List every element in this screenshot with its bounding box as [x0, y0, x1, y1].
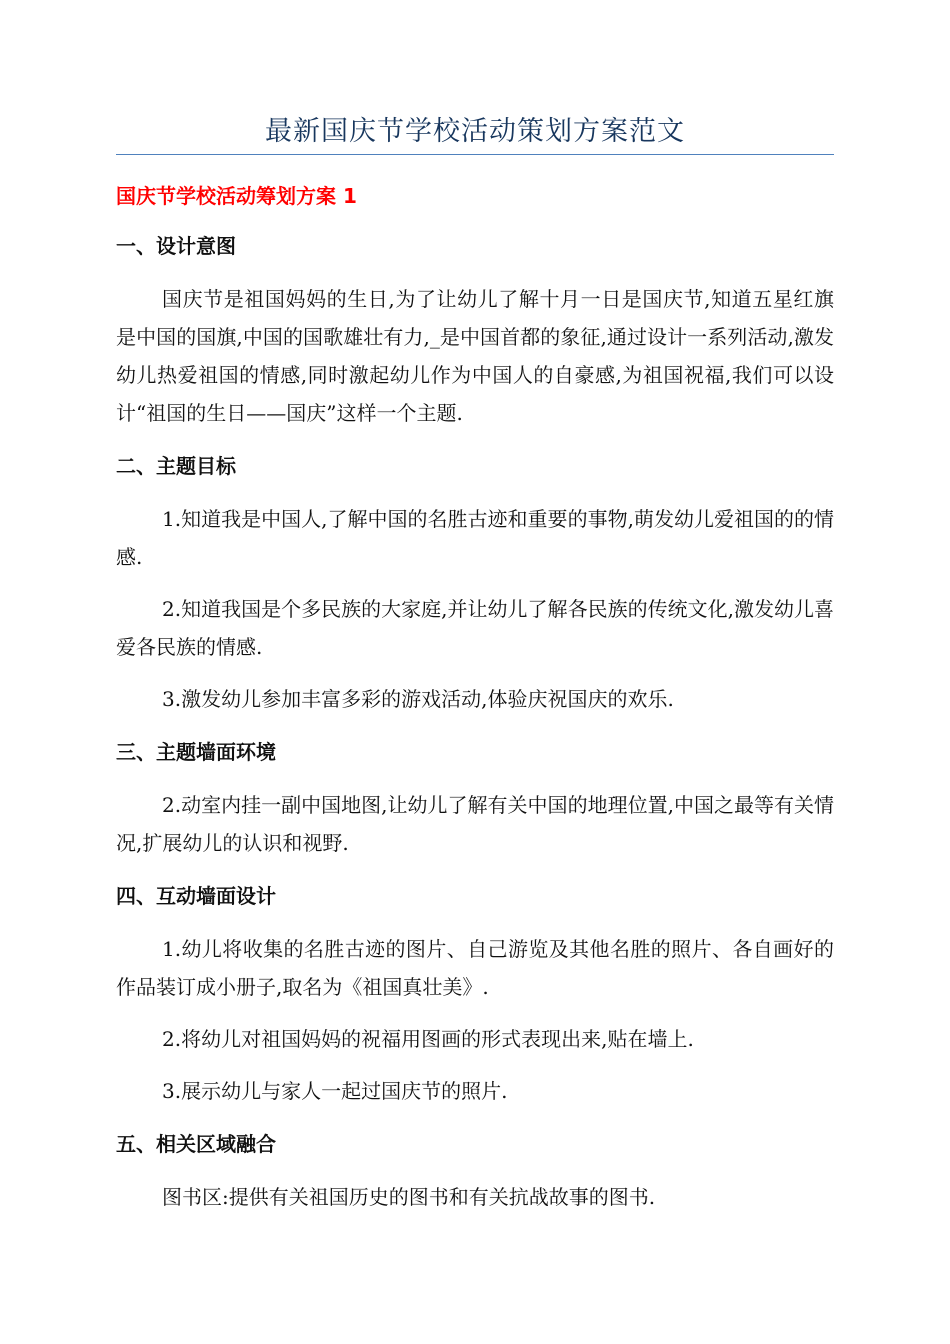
document-body — [116, 176, 834, 1230]
paragraph-design-intent: 国庆节是祖国妈妈的生日,为了让幼儿了解十月一日是国庆节,知道五星红旗是中国的国旗,中国的国歌雄壮有力,_是中国首都的象征,通过设计一系列活动,激发幼儿热爱祖国的情感,同时激起幼儿作为中国人的自豪感,为祖国祝福,我们可以设计“祖国的生日——国庆”这样一个主题. — [116, 287, 834, 425]
heading-theme-goals: 二、主题目标 — [116, 454, 236, 478]
paragraph-interactive-3: 3.展示幼儿与家人一起过国庆节的照片. — [162, 1079, 508, 1103]
heading-area-integration: 五、相关区域融合 — [116, 1132, 276, 1156]
heading-interactive-wall: 四、互动墙面设计 — [116, 884, 276, 908]
paragraph-area-integration: 图书区:提供有关祖国历史的图书和有关抗战故事的图书. — [162, 1185, 656, 1209]
paragraph-interactive-2: 2.将幼儿对祖国妈妈的祝福用图画的形式表现出来,贴在墙上. — [162, 1027, 694, 1051]
paragraph-goal-2: 2.知道我国是个多民族的大家庭,并让幼儿了解各民族的传统文化,激发幼儿喜爱各民族的情感. — [116, 597, 834, 659]
heading-design-intent: 一、设计意图 — [116, 234, 236, 258]
section-title: 国庆节学校活动筹划方案 1 — [116, 184, 357, 208]
title-underline — [116, 154, 834, 155]
heading-wall-environment: 三、主题墙面环境 — [116, 740, 276, 764]
paragraph-interactive-1: 1.幼儿将收集的名胜古迹的图片、自己游览及其他名胜的照片、各自画好的作品装订成小册子,取名为《祖国真壮美》. — [116, 937, 834, 999]
paragraph-wall-environment: 2.动室内挂一副中国地图,让幼儿了解有关中国的地理位置,中国之最等有关情况,扩展幼儿的认识和视野. — [116, 793, 834, 855]
document-title: 最新国庆节学校活动策划方案范文 — [265, 116, 685, 147]
paragraph-goal-1: 1.知道我是中国人,了解中国的名胜古迹和重要的事物,萌发幼儿爱祖国的的情感. — [116, 507, 834, 569]
paragraph-goal-3: 3.激发幼儿参加丰富多彩的游戏活动,体验庆祝国庆的欢乐. — [162, 687, 674, 711]
